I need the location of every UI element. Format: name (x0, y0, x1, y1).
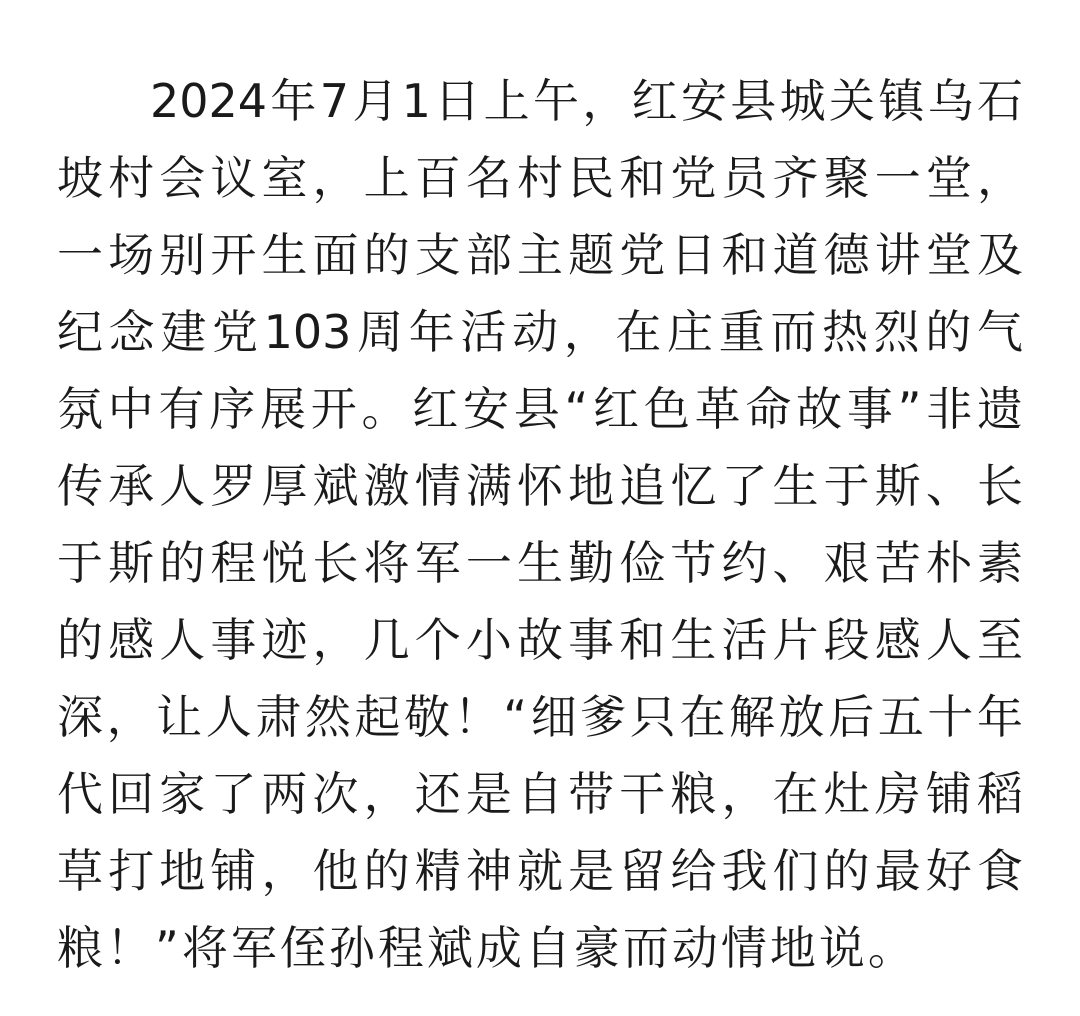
text-line: 于斯的程悦长将军一生勤俭节约、艰苦朴素 (57, 536, 1023, 590)
text-line: 2024年7月1日上午，红安县城关镇乌石 (150, 74, 1023, 128)
text-line: 氛中有序展开。红安县“红色革命故事”非遗 (57, 382, 1023, 436)
text-line: 草打地铺，他的精神就是留给我们的最好食 (57, 844, 1023, 898)
text-line: 纪念建党103周年活动，在庄重而热烈的气 (57, 305, 1023, 359)
text-line: 坡村会议室，上百名村民和党员齐聚一堂， (57, 151, 1023, 205)
text-line: 一场别开生面的支部主题党日和道德讲堂及 (57, 228, 1023, 282)
text-line: 传承人罗厚斌激情满怀地追忆了生于斯、长 (57, 459, 1023, 513)
text-line: 代回家了两次，还是自带干粮，在灶房铺稻 (57, 767, 1023, 821)
text-line: 深，让人肃然起敬！“细爹只在解放后五十年 (57, 690, 1023, 744)
text-line: 粮！”将军侄孙程斌成自豪而动情地说。 (57, 921, 917, 975)
text-line: 的感人事迹，几个小故事和生活片段感人至 (57, 613, 1023, 667)
